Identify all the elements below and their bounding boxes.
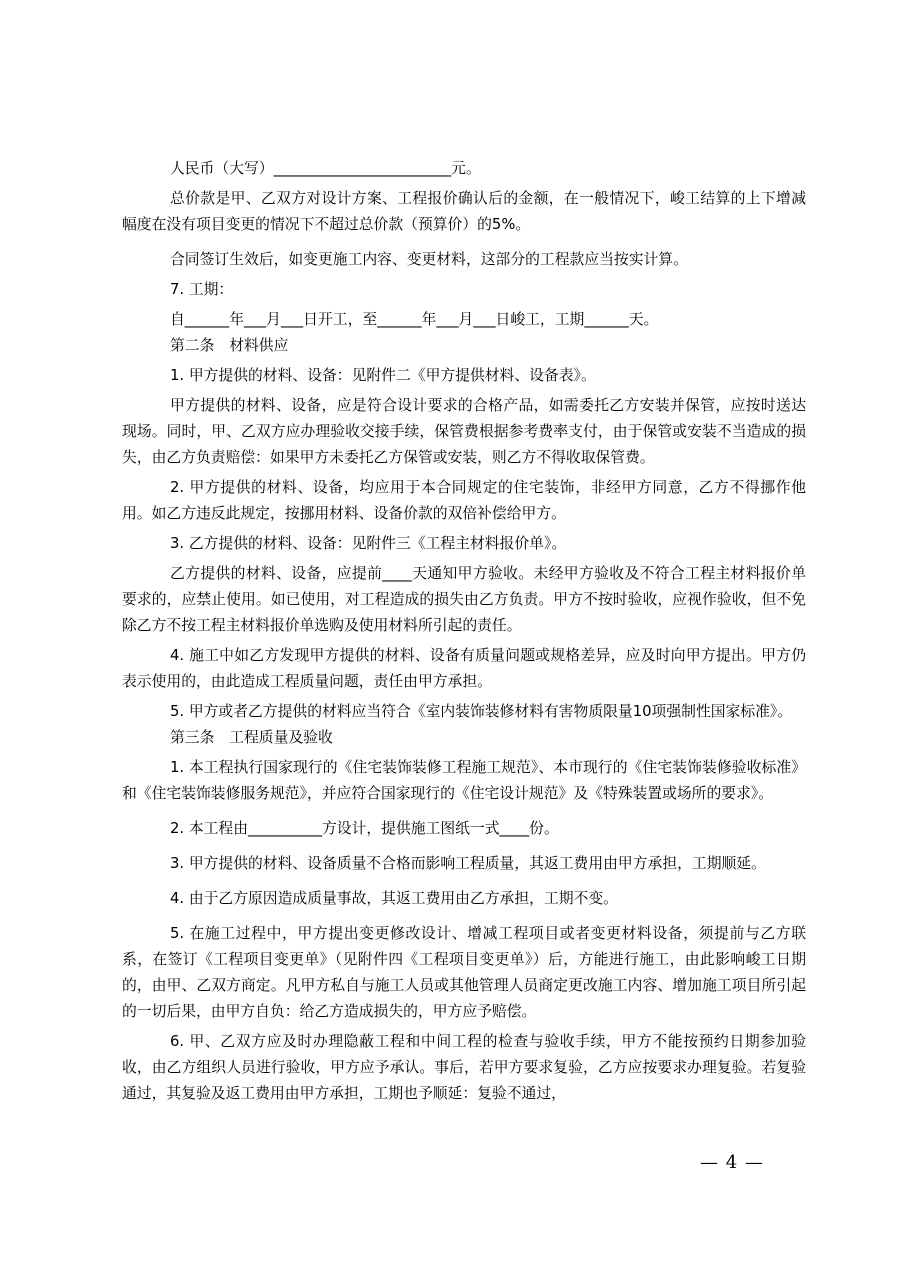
paragraph-change-payment: 合同签订生效后，如变更施工内容、变更材料，这部分的工程款应当按实计算。 [170, 251, 688, 268]
paragraph-quality-3: 3. 甲方提供的材料、设备质量不合格而影响工程质量，其返工费用由甲方承担，工期顺延。 [170, 855, 766, 872]
paragraph-materials-5: 5. 甲方或者乙方提供的材料应当符合《室内装饰装修材料有害物质限量10项强制性国家标准》。 [170, 703, 793, 720]
paragraph-quality-6: 6. 甲、乙双方应及时办理隐蔽工程和中间工程的检查与验收手续，甲方不能按预约日期参加验收，由乙方组织人员进行验收，甲方应予承认。事后，若甲方要求复验，乙方应按要求办理复验。若复验通过，其复验及返工费用由甲方承担，工期也予顺延：复验不通过， [122, 1033, 806, 1102]
page-number: — 4 — [700, 1152, 764, 1173]
paragraph-duration-dates: 自______年___月___日开工，至______年___月___日峻工，工期______天。 [170, 311, 659, 328]
paragraph-materials-1: 1. 甲方提供的材料、设备：见附件二《甲方提供材料、设备表》。 [170, 367, 596, 384]
paragraph-quality-4: 4. 由于乙方原因造成质量事故，其返工费用由乙方承担，工期不变。 [170, 890, 618, 907]
paragraph-materials-party-b: 乙方提供的材料、设备，应提前____天通知甲方验收。未经甲方验收及不符合工程主材料报价单要求的，应禁止使用。如已使用，对工程造成的损失由乙方负责。甲方不按时验收，应视作验收，但不免除乙方不按工程主材料报价单选购及使用材料所引起的责任。 [122, 565, 806, 634]
paragraph-quality-2: 2. 本工程由__________方设计，提供施工图纸一式____份。 [170, 820, 559, 837]
paragraph-duration-heading: 7. 工期： [170, 281, 234, 298]
paragraph-price-words: 人民币（大写）________________________元。 [170, 160, 481, 177]
paragraph-quality-1: 1. 本工程执行国家现行的《住宅装饰装修工程施工规范》、本市现行的《住宅装饰装修验收标准》和《住宅装饰装修服务规范》，并应符合国家现行的《住宅设计规范》及《特殊装置或场所的要求》。 [122, 759, 806, 802]
paragraph-materials-3: 3. 乙方提供的材料、设备：见附件三《工程主材料报价单》。 [170, 535, 567, 552]
section-heading-materials: 第二条 材料供应 [170, 337, 289, 354]
section-heading-quality: 第三条 工程质量及验收 [170, 729, 333, 746]
paragraph-quality-5: 5. 在施工过程中，甲方提出变更修改设计、增减工程项目或者变更材料设备，须提前与乙方联系，在签订《工程项目变更单》（见附件四《工程项目变更单》）后，方能进行施工，由此影响峻工日期的，由甲、乙双方商定。凡甲方私自与施工人员或其他管理人员商定更改施工内容、增加施工项目所引起的一切后果，由甲方自负：给乙方造成损失的，甲方应予赔偿。 [122, 925, 806, 1020]
paragraph-materials-party-a: 甲方提供的材料、设备，应是符合设计要求的合格产品，如需委托乙方安装并保管，应按时送达现场。同时，甲、乙双方应办理验收交接手续，保管费根据参考费率支付，由于保管或安装不当造成的损失，由乙方负责赔偿：如果甲方未委托乙方保管或安装，则乙方不得收取保管费。 [122, 397, 806, 466]
paragraph-materials-2: 2. 甲方提供的材料、设备，均应用于本合同规定的住宅装饰，非经甲方同意，乙方不得挪作他用。如乙方违反此规定，按挪用材料、设备价款的双倍补偿给甲方。 [122, 479, 806, 522]
document-body [122, 156, 806, 1107]
paragraph-materials-4: 4. 施工中如乙方发现甲方提供的材料、设备有质量问题或规格差异，应及时向甲方提出。甲方仍表示使用的，由此造成工程质量问题，责任由甲方承担。 [122, 647, 806, 690]
paragraph-total-price: 总价款是甲、乙双方对设计方案、工程报价确认后的金额，在一般情况下，峻工结算的上下增减幅度在没有项目变更的情况下不超过总价款（预算价）的5%。 [122, 190, 806, 233]
